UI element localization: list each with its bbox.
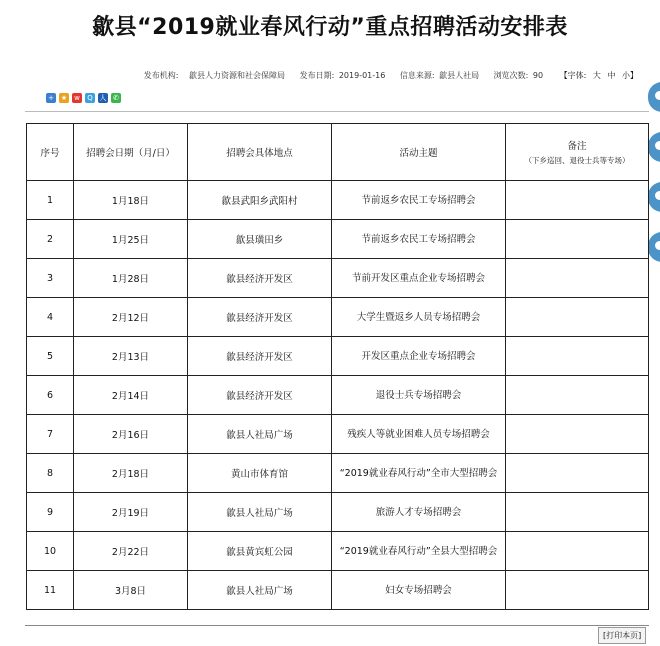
cell-no: 4 <box>27 298 74 337</box>
cell-date: 2月13日 <box>74 337 188 376</box>
cell-remark <box>506 298 649 337</box>
cell-location: 歙县经济开发区 <box>188 376 332 415</box>
wechat-icon[interactable]: ✆ <box>111 93 121 103</box>
cell-theme: 大学生暨返乡人员专场招聘会 <box>332 298 506 337</box>
table-row <box>27 571 649 610</box>
cell-location: 歙县人社局广场 <box>188 415 332 454</box>
cell-date: 2月12日 <box>74 298 188 337</box>
cell-location: 歙县人社局广场 <box>188 571 332 610</box>
cell-date: 1月18日 <box>74 181 188 220</box>
table-header-row <box>27 124 649 181</box>
schedule-table <box>26 123 649 610</box>
qzone-icon[interactable]: Q <box>85 93 95 103</box>
cell-remark <box>506 337 649 376</box>
cell-remark <box>506 181 649 220</box>
cell-location: 歙县经济开发区 <box>188 259 332 298</box>
side-float-tab-4[interactable] <box>648 232 660 262</box>
cell-no: 3 <box>27 259 74 298</box>
cell-date: 2月14日 <box>74 376 188 415</box>
cell-remark <box>506 532 649 571</box>
font-small-link[interactable]: 小】 <box>622 71 638 80</box>
publish-date: 发布日期: 2019-01-16 <box>299 71 386 80</box>
cell-remark <box>506 454 649 493</box>
cell-location: 歙县黄宾虹公园 <box>188 532 332 571</box>
cell-location: 歙县经济开发区 <box>188 298 332 337</box>
table-row <box>27 493 649 532</box>
cell-date: 2月19日 <box>74 493 188 532</box>
cell-date: 2月22日 <box>74 532 188 571</box>
cell-no: 9 <box>27 493 74 532</box>
share-bar <box>46 93 121 103</box>
header-location: 招聘会具体地点 <box>188 124 332 181</box>
table-row <box>27 532 649 571</box>
header-no: 序号 <box>27 124 74 181</box>
side-float-tab-2[interactable] <box>648 132 660 162</box>
cell-remark <box>506 493 649 532</box>
cell-no: 5 <box>27 337 74 376</box>
cell-no: 10 <box>27 532 74 571</box>
cell-remark <box>506 376 649 415</box>
cell-date: 1月28日 <box>74 259 188 298</box>
footer-divider <box>25 625 649 626</box>
cell-theme: 退役士兵专场招聘会 <box>332 376 506 415</box>
divider <box>25 111 649 112</box>
view-count: 浏览次数: 90 <box>493 71 544 80</box>
star-icon[interactable]: ★ <box>60 94 68 102</box>
cell-theme: 节前返乡农民工专场招聘会 <box>332 220 506 259</box>
font-size-switcher: 【字体: 大 中 小】 <box>559 71 638 80</box>
cell-no: 7 <box>27 415 74 454</box>
cell-theme: “2019就业春风行动”全县大型招聘会 <box>332 532 506 571</box>
cell-location: 歙县人社局广场 <box>188 493 332 532</box>
header-date: 招聘会日期（月/日） <box>74 124 188 181</box>
cell-remark <box>506 259 649 298</box>
plus-icon[interactable]: + <box>46 93 56 103</box>
table-row <box>27 259 649 298</box>
info-source: 信息来源: 歙县人社局 <box>399 71 480 80</box>
table-row <box>27 220 649 259</box>
table-row <box>27 376 649 415</box>
article-meta <box>0 70 638 81</box>
cell-date: 2月16日 <box>74 415 188 454</box>
cell-no: 11 <box>27 571 74 610</box>
cell-theme: 旅游人才专场招聘会 <box>332 493 506 532</box>
cell-remark <box>506 415 649 454</box>
font-medium-link[interactable]: 中 <box>607 71 616 80</box>
cell-theme: 残疾人等就业困难人员专场招聘会 <box>332 415 506 454</box>
side-float-tab-1[interactable] <box>648 82 660 112</box>
header-remark: 备注 （下乡巡回、退役士兵等专场） <box>506 124 649 181</box>
table-row <box>27 337 649 376</box>
cell-no: 2 <box>27 220 74 259</box>
table-row <box>27 181 649 220</box>
cell-no: 8 <box>27 454 74 493</box>
header-theme: 活动主题 <box>332 124 506 181</box>
cell-date: 3月8日 <box>74 571 188 610</box>
cell-no: 1 <box>27 181 74 220</box>
font-large-link[interactable]: 大 <box>592 71 601 80</box>
table-row <box>27 298 649 337</box>
cell-location: 黄山市体育馆 <box>188 454 332 493</box>
cell-theme: 妇女专场招聘会 <box>332 571 506 610</box>
page-title: 歙县“2019就业春风行动”重点招聘活动安排表 <box>92 15 568 40</box>
print-page-button[interactable]: [打印本页] <box>598 627 646 644</box>
cell-location: 歙县璜田乡 <box>188 220 332 259</box>
cell-date: 1月25日 <box>74 220 188 259</box>
cell-remark <box>506 220 649 259</box>
side-float-tab-3[interactable] <box>648 182 660 212</box>
cell-location: 歙县武阳乡武阳村 <box>188 181 332 220</box>
cell-no: 6 <box>27 376 74 415</box>
cell-location: 歙县经济开发区 <box>188 337 332 376</box>
weibo-icon[interactable]: w <box>72 93 82 103</box>
cell-remark <box>506 571 649 610</box>
cell-theme: “2019就业春风行动”全市大型招聘会 <box>332 454 506 493</box>
cell-theme: 开发区重点企业专场招聘会 <box>332 337 506 376</box>
cell-theme: 节前开发区重点企业专场招聘会 <box>332 259 506 298</box>
header-remark-note: （下乡巡回、退役士兵等专场） <box>524 155 630 165</box>
table-row <box>27 415 649 454</box>
cell-date: 2月18日 <box>74 454 188 493</box>
renren-icon[interactable]: 人 <box>99 94 107 102</box>
cell-theme: 节前返乡农民工专场招聘会 <box>332 181 506 220</box>
publisher: 发布机构: 歙县人力资源和社会保障局 <box>143 71 286 80</box>
table-row <box>27 454 649 493</box>
